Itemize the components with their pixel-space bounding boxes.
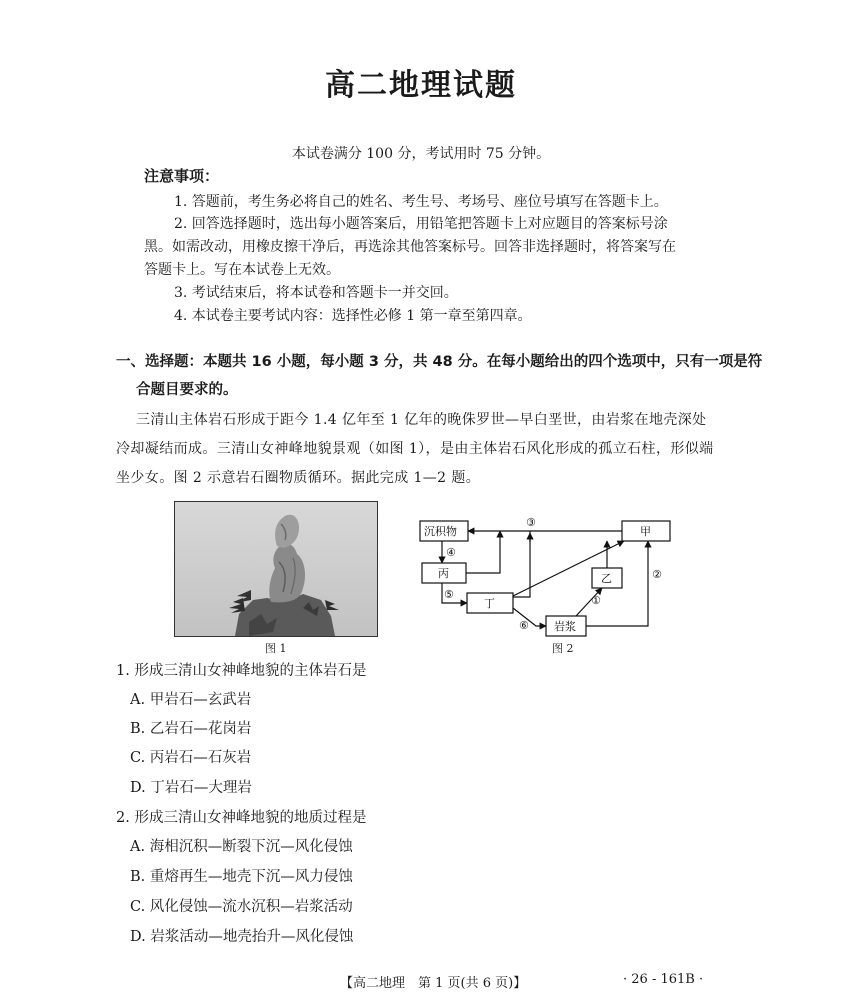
passage-line: 三清山主体岩石形成于距今 1.4 亿年至 1 亿年的晚侏罗世—早白垩世，由岩浆在地壳深处: [136, 412, 707, 428]
question-2-option-a[interactable]: A. 海相沉积—断裂下沉—风化侵蚀: [130, 839, 353, 855]
arrow-label-6: ⑥: [519, 619, 529, 632]
arrow-label-1: ①: [591, 594, 601, 607]
notice-line: 黑。如需改动，用橡皮擦干净后，再选涂其他答案标号。回答非选择题时，将答案写在: [144, 239, 676, 255]
question-1-option-b[interactable]: B. 乙岩石—花岗岩: [130, 721, 252, 737]
node-jia: 甲: [640, 525, 651, 538]
notice-line: 2. 回答选择题时，选出每小题答案后，用铅笔把答题卡上对应题目的答案标号涂: [174, 216, 668, 232]
notice-line: 答题卡上。写在本试卷上无效。: [144, 262, 340, 278]
arrow-bing-to-sediment: [466, 531, 500, 573]
figure2-rock-cycle-diagram: [412, 512, 680, 642]
node-sediment: 沉积物: [424, 525, 457, 538]
question-1-option-a[interactable]: A. 甲岩石—玄武岩: [130, 692, 252, 708]
question-2-option-b[interactable]: B. 重熔再生—地壳下沉—风力侵蚀: [130, 869, 353, 885]
notice-line: 4. 本试卷主要考试内容：选择性必修 1 第一章至第四章。: [174, 308, 532, 324]
section-heading: 一、选择题：本题共 16 小题，每小题 3 分，共 48 分。在每小题给出的四个选项中，只有一项是符: [116, 354, 763, 370]
notice-heading: 注意事项：: [144, 167, 220, 185]
section-heading-cont: 合题目要求的。: [136, 382, 238, 398]
question-2-option-d[interactable]: D. 岩浆活动—地壳抬升—风化侵蚀: [130, 929, 354, 945]
node-ding: 丁: [484, 597, 495, 610]
question-1-option-c[interactable]: C. 丙岩石—石灰岩: [130, 750, 252, 766]
question-1-option-d[interactable]: D. 丁岩石—大理岩: [130, 780, 252, 796]
notice-line: 3. 考试结束后，将本试卷和答题卡一并交回。: [174, 285, 458, 301]
question-2-option-c[interactable]: C. 风化侵蚀—流水沉积—岩浆活动: [130, 899, 353, 915]
page-title: 高二地理试题: [325, 68, 517, 103]
notice-line: 1. 答题前，考生务必将自己的姓名、考生号、考场号、座位号填写在答题卡上。: [174, 194, 668, 210]
arrow-ding-up: [513, 531, 530, 597]
node-bing: 丙: [438, 567, 449, 580]
question-2-stem: 2. 形成三清山女神峰地貌的地质过程是: [116, 810, 367, 826]
footer-code: · 26 - 161B ·: [623, 972, 704, 987]
figure1-caption: 图 1: [265, 642, 287, 655]
node-magma: 岩浆: [554, 620, 576, 633]
footer-page-info: 【高二地理 第 1 页(共 6 页)】: [340, 976, 527, 991]
arrow-ding-to-magma: [513, 608, 546, 626]
exam-info: 本试卷满分 100 分，考试用时 75 分钟。: [291, 146, 551, 162]
figure1-photo: [174, 501, 378, 637]
node-yi: 乙: [601, 572, 612, 585]
question-1-stem: 1. 形成三清山女神峰地貌的主体岩石是: [116, 663, 367, 679]
figure2-caption: 图 2: [552, 642, 574, 655]
passage-line: 冷却凝结而成。三清山女神峰地貌景观（如图 1），是由主体岩石风化形成的孤立石柱，形似端: [116, 441, 714, 457]
arrow-label-2: ②: [652, 568, 662, 581]
passage-line: 坐少女。图 2 示意岩石圈物质循环。据此完成 1—2 题。: [116, 470, 481, 486]
arrow-label-5: ⑤: [444, 588, 454, 601]
arrow-label-3: ③: [526, 516, 536, 529]
arrow-label-4: ④: [446, 546, 456, 559]
